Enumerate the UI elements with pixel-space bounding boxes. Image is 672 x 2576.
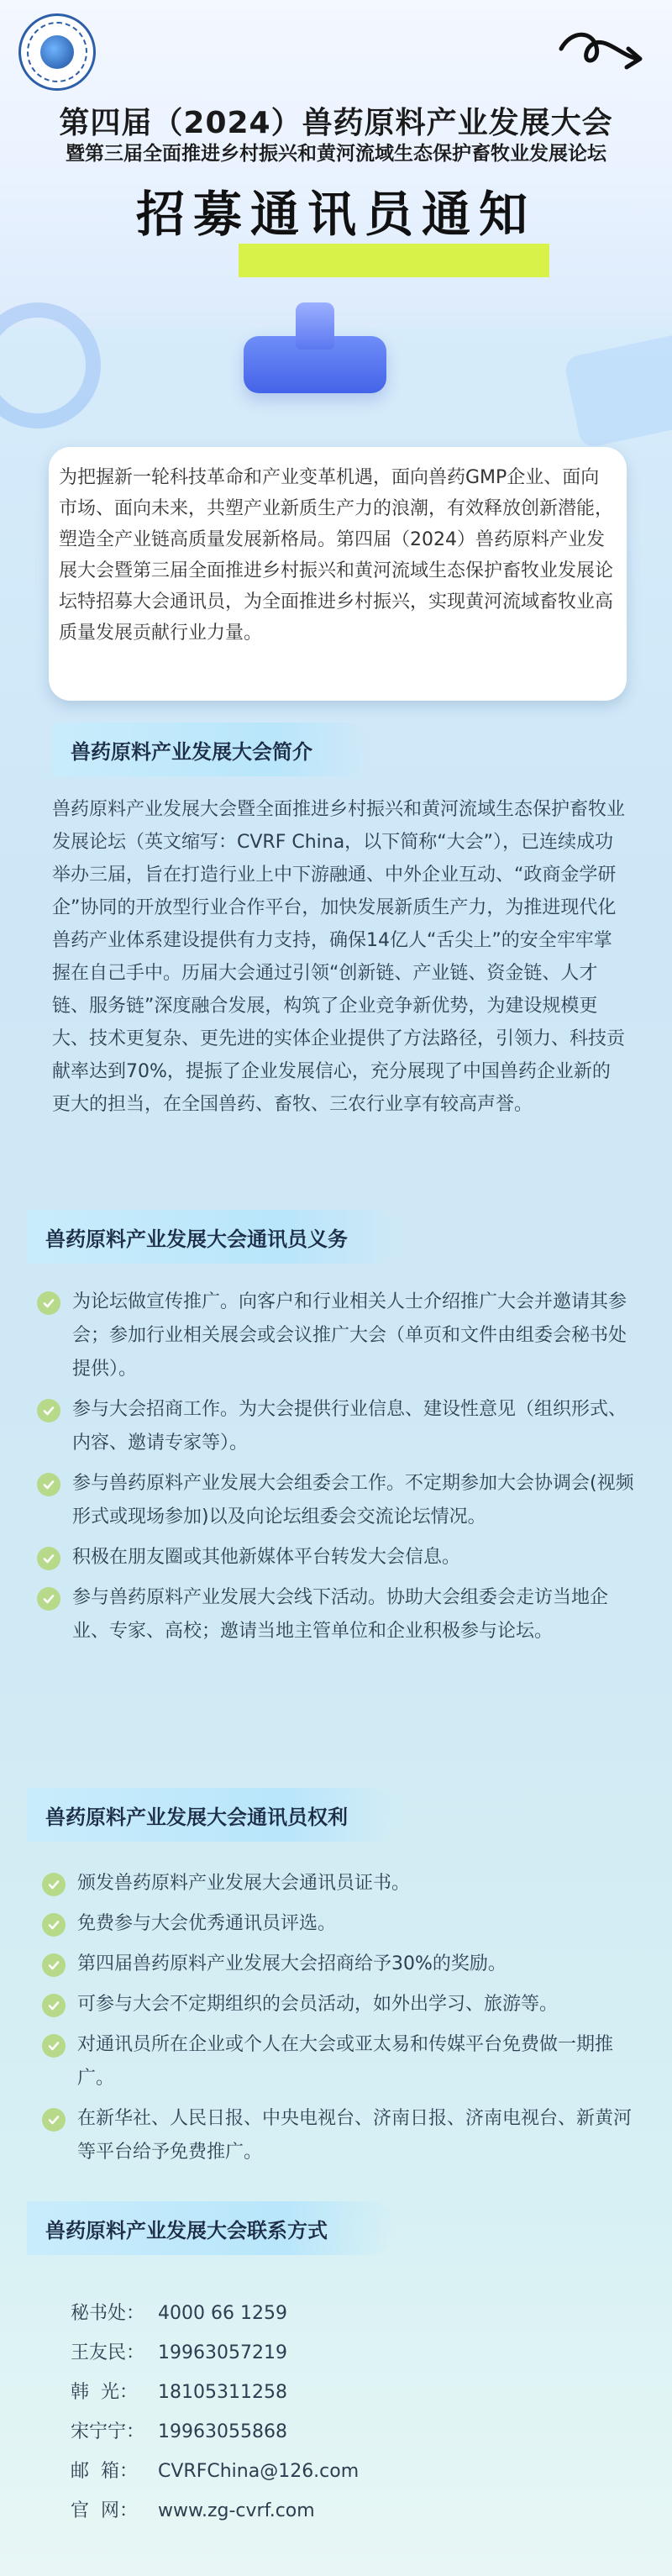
organization-logo — [18, 13, 96, 91]
check-icon — [42, 1953, 66, 1977]
list-item: 在新华社、人民日报、中央电视台、济南日报、济南电视台、新黄河等平台给予免费推广。 — [42, 2102, 647, 2169]
check-icon — [42, 2034, 66, 2058]
email-link[interactable]: CVRFChina@126.com — [158, 2461, 360, 2482]
phone-number[interactable]: 4000 66 1259 — [158, 2303, 287, 2324]
intro-card — [49, 447, 627, 701]
title-accent-bar — [239, 244, 549, 277]
check-icon — [37, 1291, 60, 1315]
list-item: 参与兽药原料产业发展大会线下活动。协助大会组委会走访当地企业、专家、高校；邀请当地主管单位和企业积极参与论坛。 — [37, 1581, 642, 1648]
check-icon — [42, 1994, 66, 2017]
contact-row-han: 韩 光： 18105311258 — [71, 2373, 608, 2412]
list-item: 积极在朋友圈或其他新媒体平台转发大会信息。 — [37, 1541, 642, 1575]
contact-row-secretariat: 秘书处： 4000 66 1259 — [71, 2294, 608, 2333]
phone-number[interactable]: 19963055868 — [158, 2421, 287, 2442]
contact-row-wang: 王友民： 19963057219 — [71, 2333, 608, 2373]
intro-paragraph: 兽药原料产业发展大会暨全面推进乡村振兴和黄河流域生态保护畜牧业发展论坛（英文缩写：CVRF China，以下简称“大会”），已连续成功举办三届，旨在打造行业上中下游融通、中外企业互动、“政商金学研企”协同的开放型行业合作平台，加快发展新质生产力，为推进现代化兽药产业体系建设提供有力支持，确保14亿人“舌尖上”的安全牢牢掌握在自己手中。历届大会通过引领“创新链、产业链、资金链、人才链、服务链”深度融合发展，构筑了企业竞争新优势，为建设规模更大、技术更复杂、更先进的实体企业提供了方法路径，引领力、科技贡献率达到70%，提振了企业发展信心，充分展现了中国兽药企业新的更大的担当，在全国兽药、畜牧、三农行业享有较高声誉。 — [52, 799, 626, 1115]
list-item: 对通讯员所在企业或个人在大会或亚太易和传媒平台免费做一期推广。 — [42, 2028, 647, 2095]
contact-row-song: 宋宁宁： 19963055868 — [71, 2412, 608, 2452]
card-decoration — [563, 333, 672, 449]
list-item: 为论坛做宣传推广。向客户和行业相关人士介绍推广大会并邀请其参会；参加行业相关展会或会议推广大会（单页和文件由组委会秘书处提供）。 — [37, 1285, 642, 1386]
phone-number[interactable]: 18105311258 — [158, 2382, 287, 2403]
phone-number[interactable]: 19963057219 — [158, 2342, 287, 2363]
section-heading-duties: 兽药原料产业发展大会通讯员义务 — [27, 1210, 396, 1264]
check-icon — [37, 1547, 60, 1570]
notice-title: 招募通讯员通知 — [135, 186, 536, 243]
list-item: 参与大会招商工作。为大会提供行业信息、建设性意见（组织形式、内容、邀请专家等）。 — [37, 1393, 642, 1460]
duties-list — [37, 1285, 642, 1655]
check-icon — [37, 1473, 60, 1496]
check-icon — [37, 1587, 60, 1611]
intro-text: 为把握新一轮科技革命和产业变革机遇，面向兽药GMP企业、面向市场、面向未来，共塑产业新质生产力的浪潮，有效释放创新潜能，塑造全产业链高质量发展新格局。第四届（2024）兽药原料产业发展大会暨第三届全面推进乡村振兴和黄河流域生态保护畜牧业发展论坛特招募大会通讯员，为全面推进乡村振兴，实现黄河流域畜牧业高质量发展贡献行业力量。 — [59, 467, 614, 644]
curved-arrow-icon — [554, 24, 647, 82]
clipboard-icon — [244, 302, 386, 412]
section-heading-contact: 兽药原料产业发展大会联系方式 — [27, 2201, 396, 2255]
list-item: 颁发兽药原料产业发展大会通讯员证书。 — [42, 1867, 647, 1900]
check-icon — [42, 1873, 66, 1896]
list-item: 第四届兽药原料产业发展大会招商给予30%的奖励。 — [42, 1948, 647, 1981]
contact-row-email: 邮 箱： CVRFChina@126.com — [71, 2452, 608, 2491]
globe-icon — [40, 35, 74, 69]
section-heading-intro: 兽药原料产业发展大会简介 — [52, 723, 371, 776]
website-link[interactable]: www.zg-cvrf.com — [158, 2500, 315, 2521]
list-item: 免费参与大会优秀通讯员评选。 — [42, 1907, 647, 1941]
rights-list — [42, 1867, 647, 2176]
main-title: 第四届（2024）兽药原料产业发展大会 — [59, 106, 613, 140]
contact-list — [71, 2294, 608, 2531]
sub-title: 暨第三届全面推进乡村振兴和黄河流域生态保护畜牧业发展论坛 — [66, 143, 606, 165]
list-item: 可参与大会不定期组织的会员活动，如外出学习、旅游等。 — [42, 1988, 647, 2021]
check-icon — [42, 1913, 66, 1937]
check-icon — [37, 1399, 60, 1422]
section-heading-rights: 兽药原料产业发展大会通讯员权利 — [27, 1788, 396, 1842]
list-item: 参与兽药原料产业发展大会组委会工作。不定期参加大会协调会(视频形式或现场参加)以及向论坛组委会交流论坛情况。 — [37, 1467, 642, 1534]
check-icon — [42, 2108, 66, 2132]
contact-row-website: 官 网： www.zg-cvrf.com — [71, 2491, 608, 2531]
